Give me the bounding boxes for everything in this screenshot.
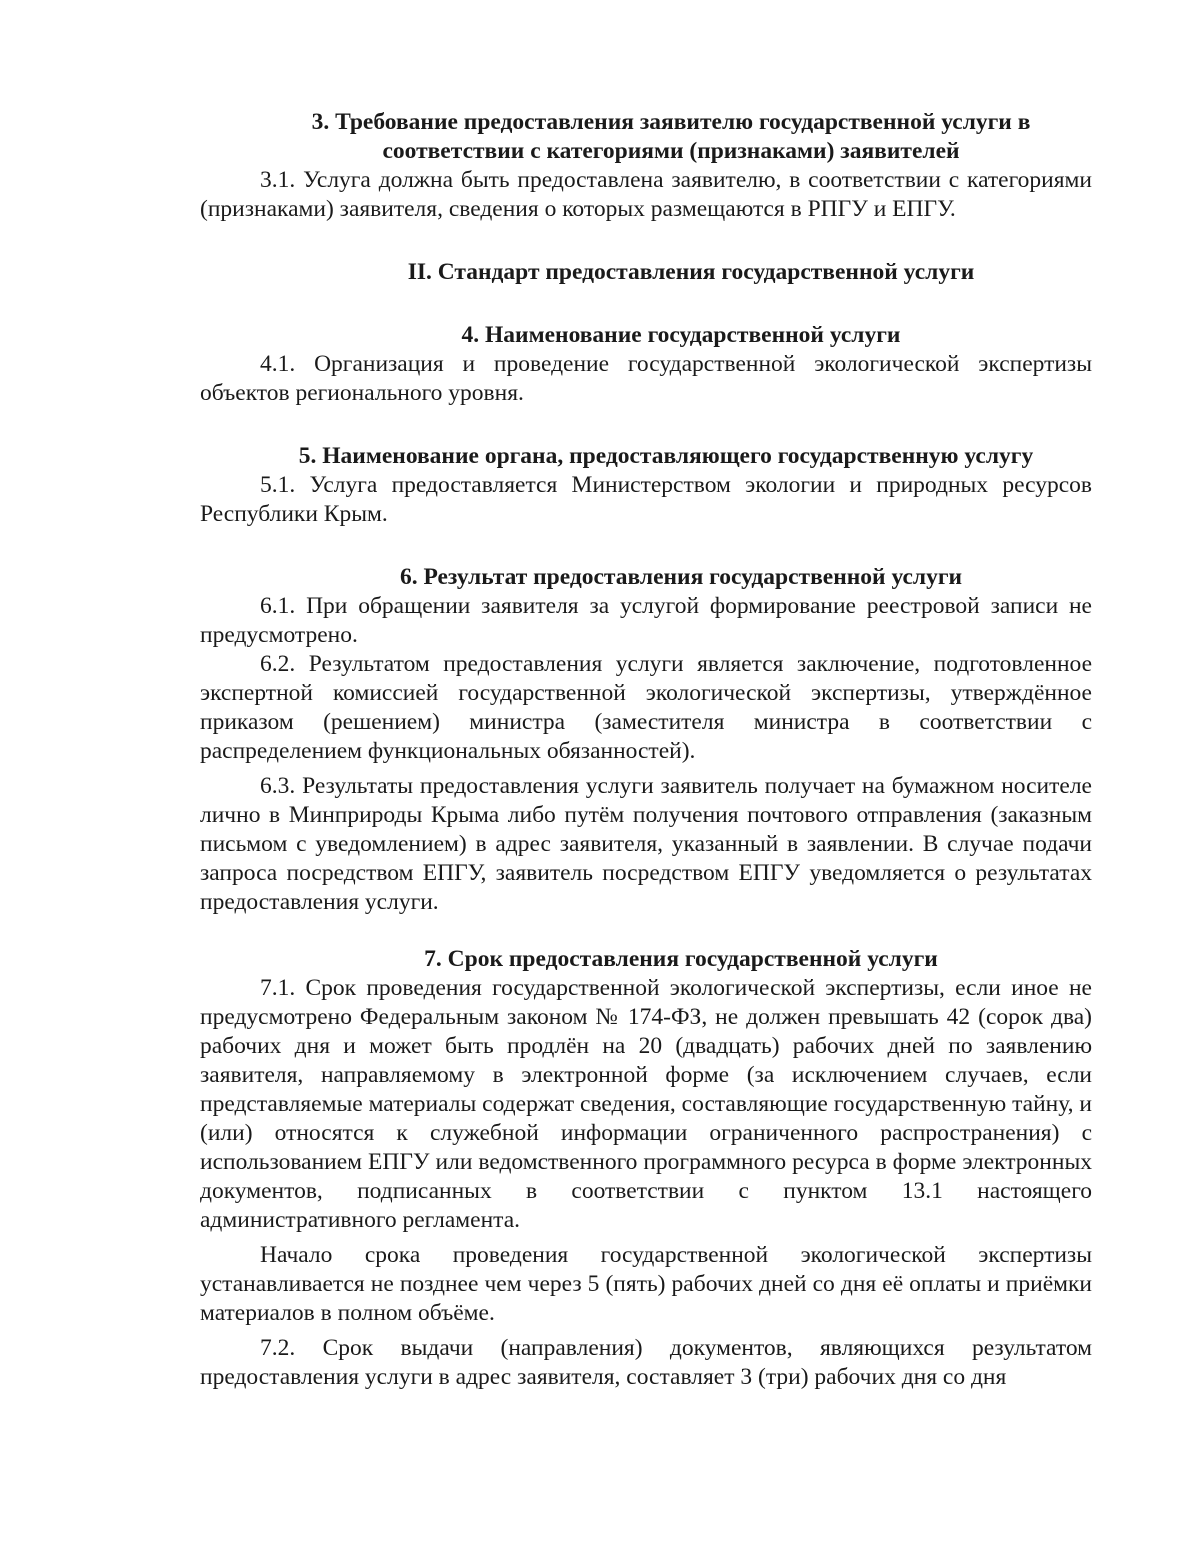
paragraph-3-1: 3.1. Услуга должна быть предоставлена заявителю, в соответствии с категориями (признаками) заявителя, сведения о которых размещаются в РПГУ и ЕПГУ. [200,167,1092,222]
section-6-heading: 6. Результат предоставления государственной услуги [399,564,963,590]
document-body [200,108,1092,1392]
section-5-heading: 5. Наименование органа, предоставляющего государственную услугу [298,443,1034,469]
paragraph-4-1: 4.1. Организация и проведение государственной экологической экспертизы объектов регионального уровня. [200,351,1092,406]
part-2-heading: II. Стандарт предоставления государственной услуги [407,259,975,285]
paragraph-6-1: 6.1. При обращении заявителя за услугой формирование реестровой записи не предусмотрено. [200,593,1092,648]
paragraph-7-1-start: Начало срока проведения государственной экологической экспертизы устанавливается не позднее чем через 5 (пять) рабочих дней со дня её оплаты и приёмки материалов в полном объёме. [200,1242,1092,1326]
paragraph-5-1: 5.1. Услуга предоставляется Министерством экологии и природных ресурсов Республики Крым. [200,472,1092,527]
section-7-heading: 7. Срок предоставления государственной услуги [424,946,938,972]
section-3-heading: 3. Требование предоставления заявителю государственной услуги в соответствии с категориями (признаками) заявителей [311,109,1031,164]
paragraph-7-1: 7.1. Срок проведения государственной экологической экспертизы, если иное не предусмотрено Федеральным законом № 174-ФЗ, не должен превышать 42 (сорок два) рабочих дня и может быть продлён на 20 (двадцать) рабочих дней по заявлению заявителя, направляемому в электронной форме (за исключением случаев, если представляемые материалы содержат сведения, составляющие государственную тайну, и (или) относятся к служебной информации ограниченного распространения) с использованием ЕПГУ или ведомственного программного ресурса в форме электронных документов, подписанных в соответствии с пунктом 13.1 настоящего административного регламента. [200,975,1092,1233]
paragraph-6-3: 6.3. Результаты предоставления услуги заявитель получает на бумажном носителе лично в Минприроды Крыма либо путём получения почтового отправления (заказным письмом с уведомлением) в адрес заявителя, указанный в заявлении. В случае подачи запроса посредством ЕПГУ, заявитель посредством ЕПГУ уведомляется о результатах предоставления услуги. [200,773,1092,915]
paragraph-7-2: 7.2. Срок выдачи (направления) документов, являющихся результатом предоставления услуги в адрес заявителя, составляет 3 (три) рабочих дня со дня [200,1335,1092,1390]
section-4-heading: 4. Наименование государственной услуги [461,322,901,348]
paragraph-6-2: 6.2. Результатом предоставления услуги является заключение, подготовленное экспертной комиссией государственной экологической экспертизы, утверждённое приказом (решением) министра (заместителя министра в соответствии с распределением функциональных обязанностей). [200,651,1092,764]
